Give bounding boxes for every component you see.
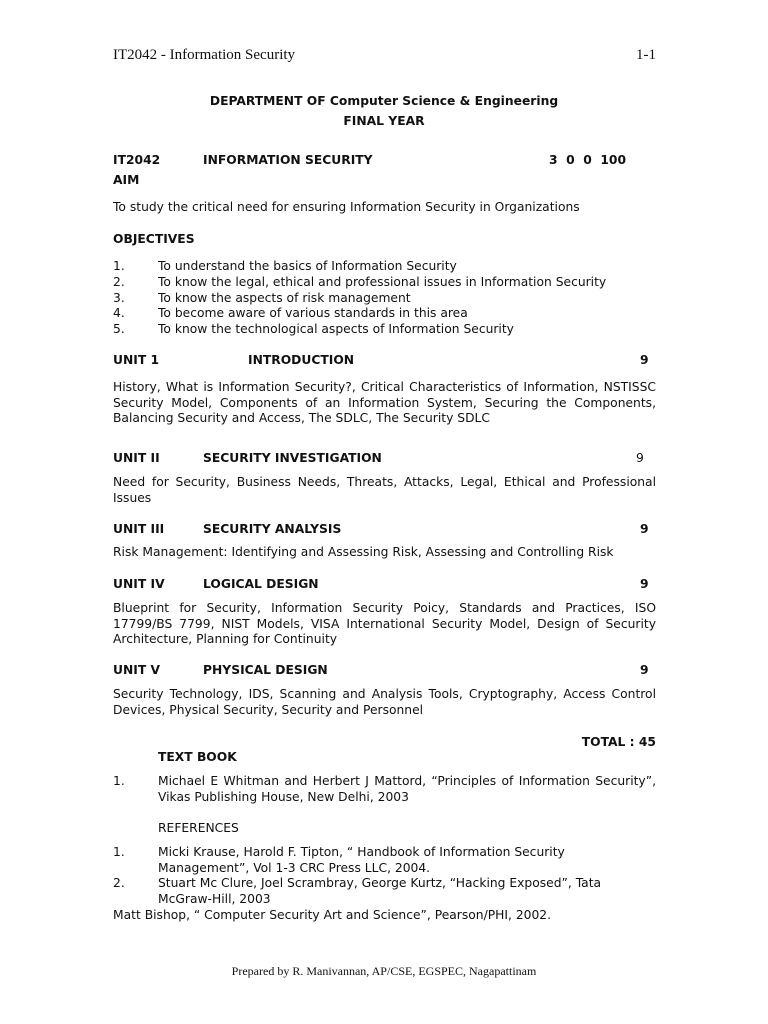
textbook-num: 1. (113, 774, 125, 788)
unit-content: History, What is Information Security?, Critical Characteristics of Information, NSTISSC Security Model, Components of an Information System, Securing the Components, Balancing Security and Access, The SDLC, The Security SDLC (113, 380, 656, 426)
total-hours: TOTAL : 45 (581, 735, 656, 749)
unit-hours: 9 (636, 451, 644, 465)
unit-number: UNIT 1 (113, 353, 160, 367)
footer-prepared-by: Prepared by R. Manivannan, AP/CSE, EGSPEC, Nagapattinam (231, 964, 537, 978)
objective-num: 2. (113, 275, 125, 289)
course-code: IT2042 (113, 153, 161, 167)
reference-num: 2. (113, 876, 125, 890)
department-title: DEPARTMENT OF Computer Science & Engineering (209, 94, 559, 108)
objective-text: To know the aspects of risk management (158, 291, 411, 305)
page-number: 1-1 (636, 47, 656, 63)
objective-text: To know the legal, ethical and professional issues in Information Security (158, 275, 607, 289)
unit-number: UNIT III (113, 522, 165, 536)
objective-num: 4. (113, 306, 125, 320)
unit-title: PHYSICAL DESIGN (203, 663, 328, 677)
objective-num: 3. (113, 291, 125, 305)
unit-hours: 9 (640, 577, 649, 591)
unit-title: INTRODUCTION (248, 353, 355, 367)
unit-title: SECURITY ANALYSIS (203, 522, 342, 536)
references-heading: REFERENCES (158, 821, 239, 835)
textbook-heading: TEXT BOOK (158, 750, 237, 764)
reference-num: 1. (113, 845, 125, 859)
aim-heading: AIM (113, 173, 140, 187)
unit-hours: 9 (640, 522, 649, 536)
aim-text: To study the critical need for ensuring Information Security in Organizations (113, 200, 580, 214)
objective-text: To know the technological aspects of Information Security (158, 322, 514, 336)
unit-number: UNIT V (113, 663, 161, 677)
unit-content: Blueprint for Security, Information Security Poicy, Standards and Practices, ISO 17799/BS 7799, NIST Models, VISA International Security Model, Design of Security Architecture, Planning for Continuity (113, 601, 656, 647)
course-credits: 3 0 0 100 (549, 153, 627, 167)
objective-num: 1. (113, 259, 125, 273)
unit-title: LOGICAL DESIGN (203, 577, 319, 591)
objective-text: To become aware of various standards in this area (158, 306, 468, 320)
reference-extra: Matt Bishop, “ Computer Security Art and Science”, Pearson/PHI, 2002. (113, 908, 552, 922)
unit-content: Security Technology, IDS, Scanning and Analysis Tools, Cryptography, Access Control Devices, Physical Security, Security and Personnel (113, 687, 656, 717)
course-name: INFORMATION SECURITY (203, 153, 373, 167)
reference-entry: Micki Krause, Harold F. Tipton, “ Handbook of Information Security Management”, Vol 1-3 CRC Press LLC, 2004. (158, 845, 565, 875)
objective-text: To understand the basics of Information Security (158, 259, 457, 273)
unit-content: Need for Security, Business Needs, Threats, Attacks, Legal, Ethical and Professional Issues (113, 475, 656, 505)
unit-hours: 9 (640, 663, 649, 677)
unit-number: UNIT IV (113, 577, 165, 591)
unit-number: UNIT II (113, 451, 160, 465)
reference-entry: Stuart Mc Clure, Joel Scrambray, George Kurtz, “Hacking Exposed”, Tata McGraw-Hill, 2003 (158, 876, 602, 906)
unit-content: Risk Management: Identifying and Assessing Risk, Assessing and Controlling Risk (113, 545, 614, 559)
year-title: FINAL YEAR (343, 114, 425, 128)
header-title: IT2042 - Information Security (113, 47, 296, 63)
unit-hours: 9 (640, 353, 649, 367)
unit-title: SECURITY INVESTIGATION (203, 451, 382, 465)
objectives-heading: OBJECTIVES (113, 232, 195, 246)
objective-num: 5. (113, 322, 125, 336)
textbook-entry: Michael E Whitman and Herbert J Mattord, “Principles of Information Security”, Vikas Publishing House, New Delhi, 2003 (158, 774, 656, 804)
